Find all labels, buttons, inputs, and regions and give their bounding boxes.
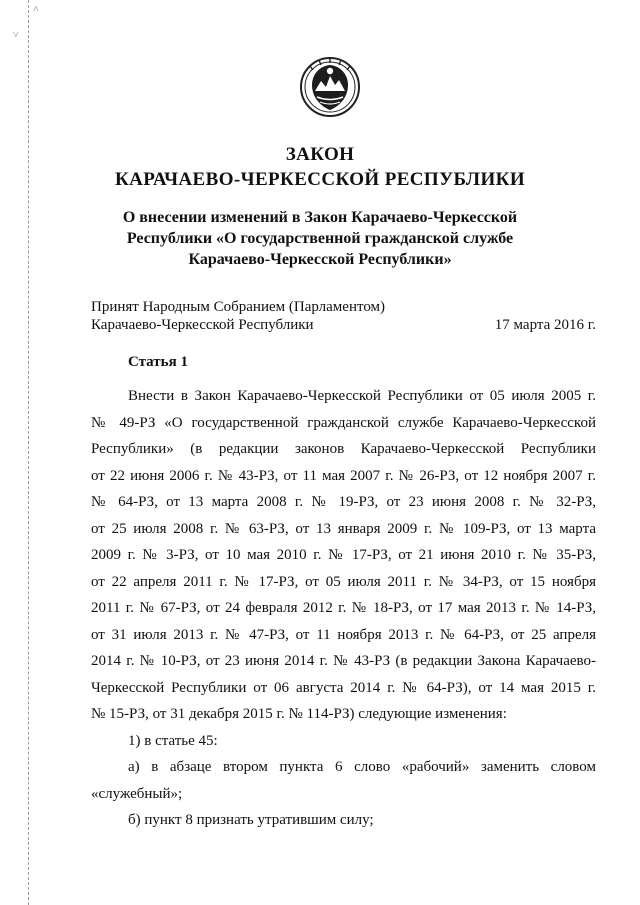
republic-heading: КАРАЧАЕВО-ЧЕРКЕССКОЙ РЕСПУБЛИКИ <box>114 169 526 190</box>
list-item: 1) в статье 45: <box>128 732 218 749</box>
article-line: от 31 июля 2013 г. № 47-РЗ, от 11 ноября 2013 г. № 64-РЗ, от 25 апреля <box>91 626 596 643</box>
article-line: № 64-РЗ, от 13 марта 2008 г. № 19-РЗ, от 23 июня 2008 г. № 32-РЗ, <box>91 494 596 510</box>
article-line: Республики» (в редакции законов Карачаево-Черкесской Республики <box>91 441 596 457</box>
adoption-date: 17 марта 2016 г. <box>494 317 596 333</box>
adoption-body: Карачаево-Черкесской Республики <box>91 317 314 333</box>
article-line: 2009 г. № 3-РЗ, от 10 мая 2010 г. № 17-РЗ, от 21 июня 2010 г. № 35-РЗ, <box>91 547 596 563</box>
article-line: № 49-РЗ «О государственной гражданской службе Карачаево-Черкесской <box>91 414 596 431</box>
subtitle-line: Карачаево-Черкесской Республики» <box>188 251 452 268</box>
article-line: от 22 апреля 2011 г. № 17-РЗ, от 05 июля 2011 г. № 34-РЗ, от 15 ноября <box>91 573 596 590</box>
subtitle-line: О внесении изменений в Закон Карачаево-Черкесской <box>122 209 518 226</box>
page-edge-rule <box>28 0 29 905</box>
list-item: а) в абзаце втором пункта 6 слово «рабочий» заменить словом <box>128 759 596 775</box>
article-line: 2011 г. № 67-РЗ, от 24 февраля 2012 г. № 18-РЗ, от 17 мая 2013 г. № 14-РЗ, <box>91 600 596 616</box>
list-item: б) пункт 8 признать утратившим силу; <box>128 812 374 828</box>
list-item: «служебный»; <box>91 785 183 802</box>
scan-mark-icon: ˅ <box>13 30 19 41</box>
article-line: Внести в Закон Карачаево-Черкесской Республики от 05 июля 2005 г. <box>128 388 596 404</box>
article-line: Черкесской Республики от 06 августа 2014 г. № 64-РЗ), от 14 мая 2015 г. <box>91 679 596 696</box>
law-heading: ЗАКОН <box>285 144 355 165</box>
coat-of-arms-icon <box>299 56 361 118</box>
article-line: 2014 г. № 10-РЗ, от 23 июня 2014 г. № 43-РЗ (в редакции Закона Карачаево- <box>91 653 596 669</box>
article-title: Статья 1 <box>128 354 188 370</box>
subtitle-line: Республики «О государственной гражданской службе <box>126 230 514 247</box>
adoption-block <box>91 298 596 334</box>
scan-mark-icon: ˄ <box>33 4 39 15</box>
article-body <box>91 383 596 834</box>
adoption-line: Принят Народным Собранием (Парламентом) <box>91 299 386 315</box>
law-subtitle <box>0 207 640 270</box>
article-line: от 22 июня 2006 г. № 43-РЗ, от 11 мая 2007 г. № 26-РЗ, от 12 ноября 2007 г. <box>91 467 596 484</box>
article-line: № 15-РЗ, от 31 декабря 2015 г. № 114-РЗ) следующие изменения: <box>91 706 507 722</box>
article-line: от 25 июля 2008 г. № 63-РЗ, от 13 января 2009 г. № 109-РЗ, от 13 марта <box>91 520 596 537</box>
